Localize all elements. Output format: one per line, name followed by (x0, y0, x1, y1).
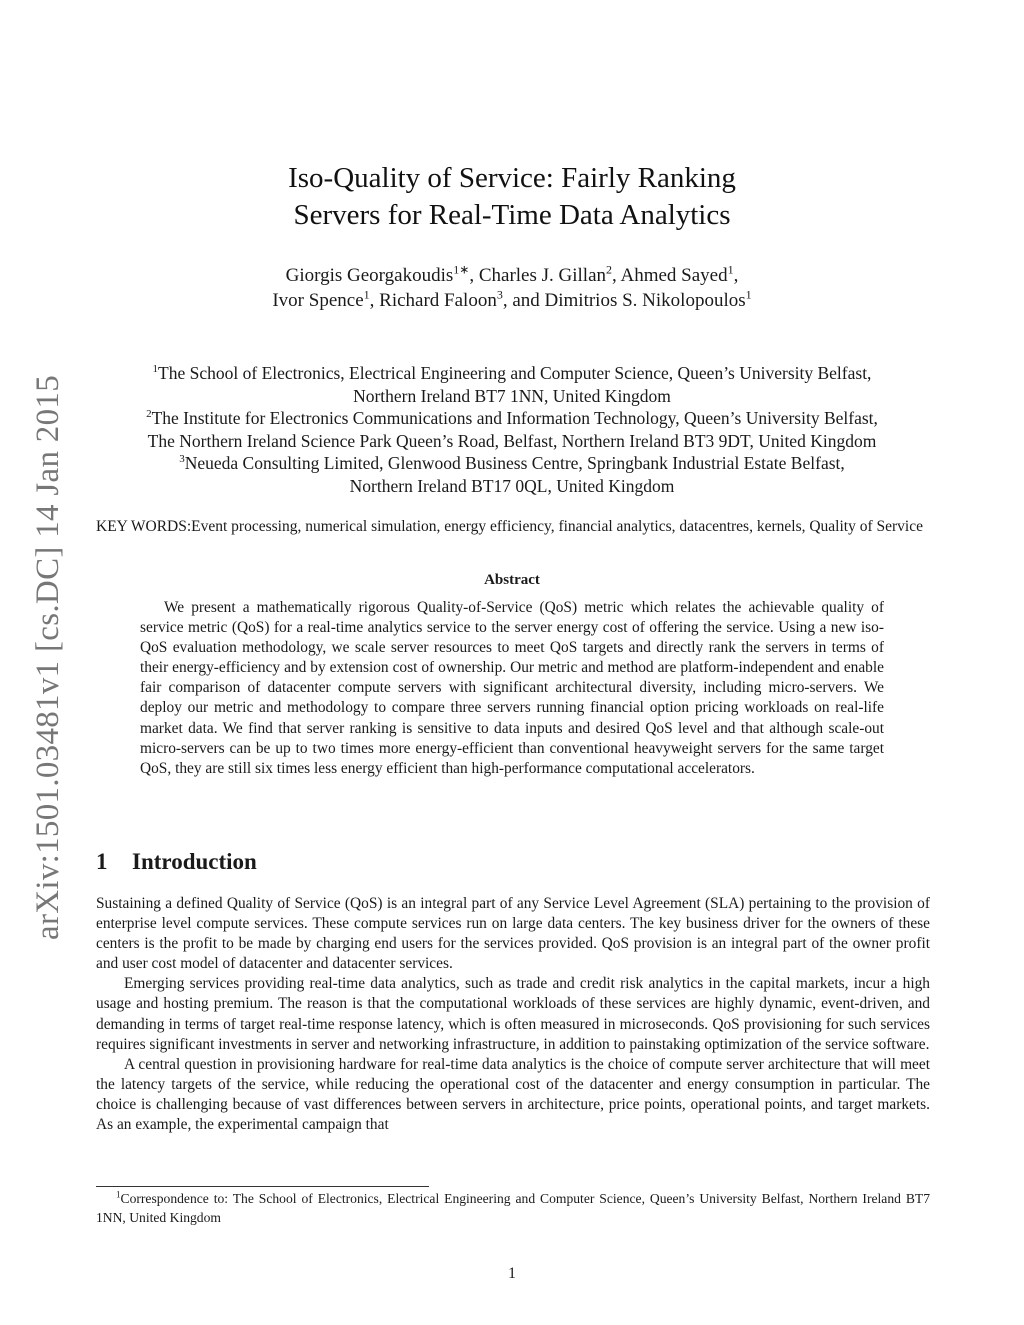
author-name: Ahmed Sayed (620, 265, 728, 286)
author-line-1: Giorgis Georgakoudis$^{1∗}$, Charles J. Gillan$^2$, Ahmed Sayed$^1$, (285, 262, 739, 286)
author-line-2: Ivor Spence$^1$, Richard Faloon$^3$, and Dimitrios S. Nikolopoulos$^1$ (272, 287, 752, 311)
author-name: Giorgis Georgakoudis (285, 265, 454, 286)
paragraph: Emerging services providing real-time data analytics, such as trade and credit risk analytics in the capital markets, incur a high usage and hosting premium. The reason is that the computational workloads of these services are highly dynamic, event-driven, and demanding in terms of target real-time response latency, which is often measured in microseconds. QoS provisioning for such services requires significant investments in server and networking infrastructure, in addition to painstaking optimization of the service software. (96, 975, 930, 1053)
section-body (96, 894, 930, 1135)
affiliation-line: The Institute for Electronics Communications and Information Technology, Queen’s University Belfast, (151, 408, 878, 428)
affiliations (60, 362, 964, 497)
title-line-2: Servers for Real-Time Data Analytics (293, 199, 731, 231)
author-affil-mark: 1 (363, 287, 370, 302)
title-line-1: Iso-Quality of Service: Fairly Ranking (288, 162, 736, 194)
footnote-text: Correspondence to: The School of Electronics, Electrical Engineering and Computer Science, Queen’s University Belfast, Northern Ireland BT7 1NN, United Kingdom (96, 1191, 930, 1225)
author-conjunction: and (512, 290, 540, 311)
affiliation-line: Northern Ireland BT17 0QL, United Kingdom (349, 475, 675, 496)
author-name: Ivor Spence (272, 290, 364, 311)
author-name: Dimitrios S. Nikolopoulos (544, 290, 746, 311)
author-name: Charles J. Gillan (478, 265, 607, 286)
page-number: 1 (508, 1265, 516, 1282)
affiliation-2 (60, 407, 964, 452)
affiliation-line: The School of Electronics, Electrical Engineering and Computer Science, Queen’s University Belfast, (158, 363, 872, 383)
affiliation-line: Neueda Consulting Limited, Glenwood Business Centre, Springbank Industrial Estate Belfast, (184, 453, 845, 473)
author-affil-mark: 1 (745, 287, 752, 302)
author-affil-mark: 1 (727, 262, 734, 277)
affiliation-line: Northern Ireland BT7 1NN, United Kingdom (353, 385, 671, 406)
footnote-rule (96, 1186, 429, 1187)
affiliation-1 (60, 362, 964, 407)
author-affil-mark: 2 (606, 262, 613, 277)
arxiv-stamp-text: arXiv:1501.03481v1 [cs.DC] 14 Jan 2015 (30, 374, 66, 940)
author-name: Richard Faloon (379, 290, 497, 311)
abstract-heading: Abstract (484, 572, 540, 588)
affiliation-mark: 2 (146, 408, 152, 421)
affiliation-mark: 3 (179, 453, 185, 466)
author-list (96, 263, 928, 313)
abstract-text: We present a mathematically rigorous Quality-of-Service (QoS) metric which relates the achievable quality of service metric (QoS) for a real-time analytics service to the server energy cost of offering the service. Using a new iso-QoS evaluation methodology, we scale server resources to meet QoS targets and directly rank the servers in terms of their energy-efficiency and by extension cost of ownership. Our metric and method are platform-independent and enable fair comparison of datacenter compute servers with significant architectural diversity, including micro-servers. We deploy our metric and methodology to compare three servers running financial option pricing workloads on real-life market data. We find that server ranking is sensitive to data inputs and desired QoS level and that although scale-out micro-servers can be up to two times more energy-efficient than conventional heavyweight servers for the same target QoS, they are still six times less energy efficient than high-performance computational accelerators. (140, 599, 884, 777)
paper-title (96, 160, 928, 234)
affiliation-mark: 1 (152, 363, 159, 376)
affiliation-line: The Northern Ireland Science Park Queen’s Road, Belfast, Northern Ireland BT3 9DT, United Kingdom (147, 430, 877, 451)
section-heading (96, 849, 257, 875)
affiliation-3 (60, 452, 964, 497)
paragraph: A central question in provisioning hardware for real-time data analytics is the choice of compute server architecture that will meet the latency targets of the service, while reducing the operational cost of the datacenter and energy consumption in particular. The choice is challenging because of vast differences between servers in architecture, price points, operational points, and target markets. As an example, the experimental campaign that (96, 1055, 930, 1134)
footnote (96, 1189, 930, 1227)
footnote-mark: 1 (116, 1189, 121, 1200)
paragraph: Sustaining a defined Quality of Service (QoS) is an integral part of any Service Level Agreement (SLA) pertaining to the provision of enterprise level compute services. These compute services run on large data centers. The key business driver for the owners of these centers is the profit to be made by charging end users for the services provided. QoS provision is an integral part of the owner profit and user cost model of datacenter and datacenter services. (96, 895, 930, 973)
keywords: KEY WORDS:Event processing, numerical simulation, energy efficiency, financial analytics, datacentres, kernels, Quality of Service (96, 518, 923, 535)
section-number: 1 (96, 849, 108, 874)
author-affil-mark: 3 (496, 287, 503, 302)
author-affil-mark: 1∗ (453, 262, 470, 277)
section-title: Introduction (132, 849, 257, 874)
